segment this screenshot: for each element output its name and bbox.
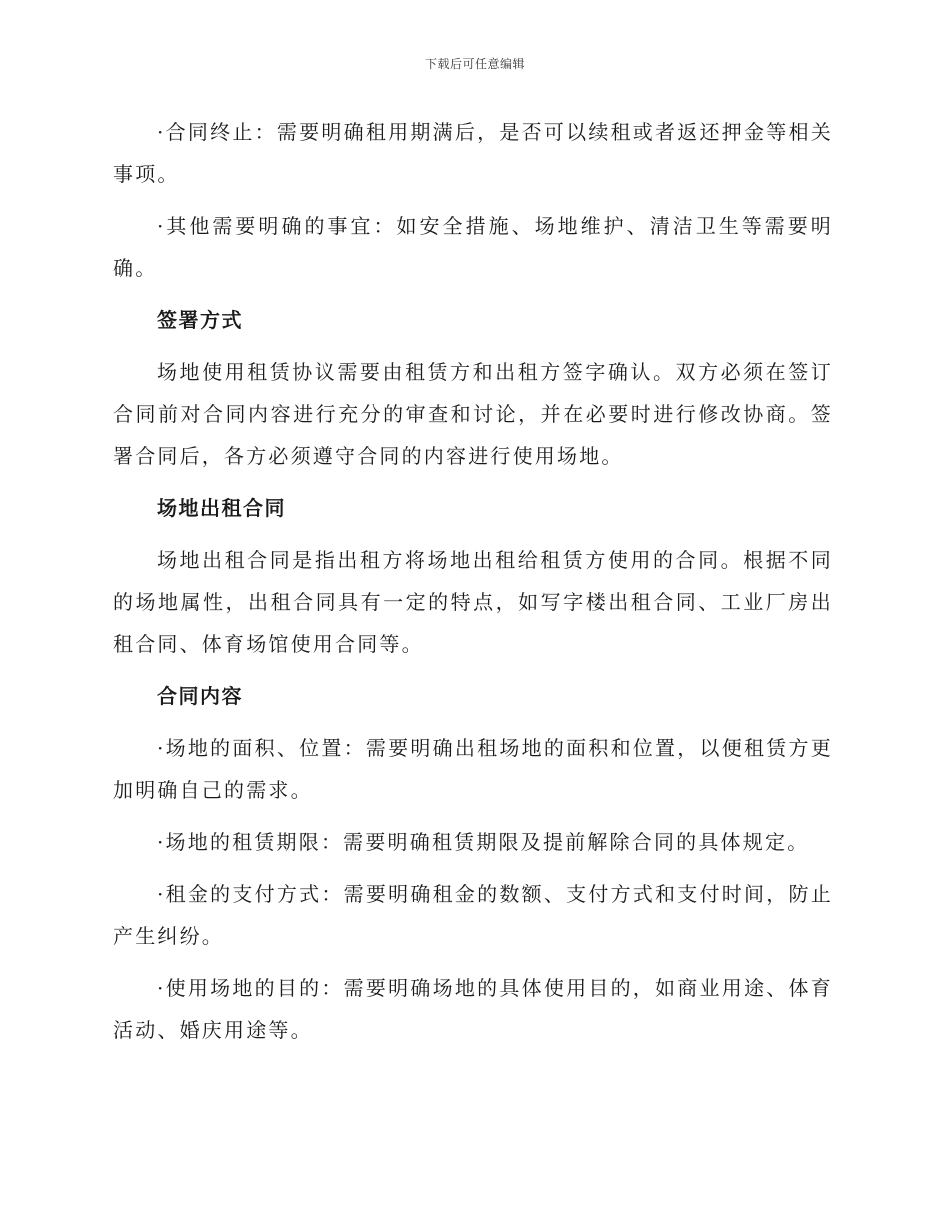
bullet-area-location: ·场地的面积、位置：需要明确出租场地的面积和位置，以便租赁方更加明确自己的需求。 (113, 736, 833, 802)
para-venue-rental-contract: 场地出租合同是指出租方将场地出租给租赁方使用的合同。根据不同的场地属性，出租合同具有一定的特点，如写字楼出租合同、工业厂房出租合同、体育场馆使用合同等。 (113, 548, 833, 656)
heading-signing-method: 签署方式 (157, 308, 243, 332)
bullet-other-matters: ·其他需要明确的事宜：如安全措施、场地维护、清洁卫生等需要明确。 (113, 214, 833, 280)
document-body (113, 111, 833, 1051)
bullet-usage-purpose: ·使用场地的目的：需要明确场地的具体使用目的，如商业用途、体育活动、婚庆用途等。 (113, 976, 833, 1042)
bullet-payment-method: ·租金的支付方式：需要明确租金的数额、支付方式和支付时间，防止产生纠纷。 (113, 882, 833, 948)
bullet-lease-term: ·场地的租赁期限：需要明确租赁期限及提前解除合同的具体规定。 (157, 830, 810, 854)
bullet-contract-termination: ·合同终止：需要明确租用期满后，是否可以续租或者返还押金等相关事项。 (113, 120, 833, 186)
heading-venue-rental-contract: 场地出租合同 (157, 496, 286, 520)
para-signing-method: 场地使用租赁协议需要由租赁方和出租方签字确认。双方必须在签订合同前对合同内容进行充分的审查和讨论，并在必要时进行修改协商。签署合同后，各方必须遵守合同的内容进行使用场地。 (113, 360, 833, 468)
page-header: 下载后可任意编辑 (424, 57, 525, 71)
heading-contract-content: 合同内容 (157, 684, 243, 708)
